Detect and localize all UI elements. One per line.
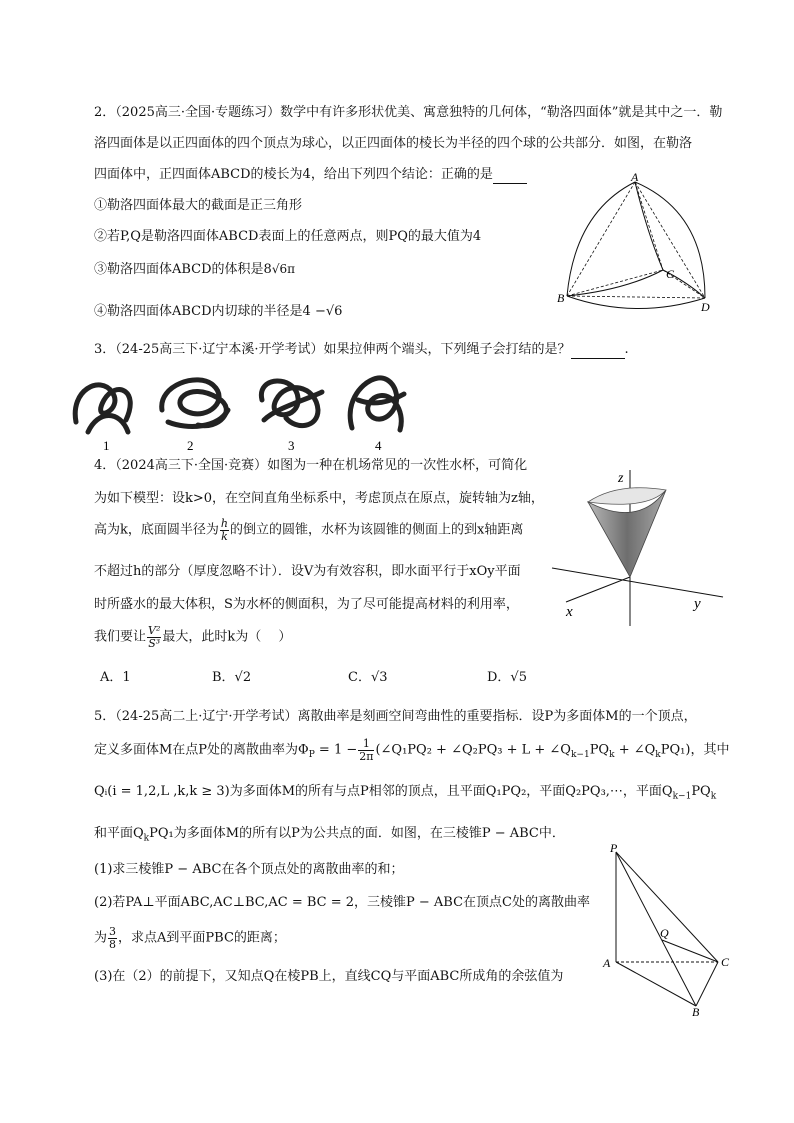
q5-line4-b: PQ₁为多面体M的所有以P为公共点的面．如图，在三棱锥P − ABC中． — [149, 826, 565, 841]
numerator: h — [220, 517, 228, 530]
axis-z-label: z — [618, 471, 624, 486]
answer-blank — [571, 342, 625, 359]
knots-figure — [70, 370, 420, 452]
q4-line4: 不超过h的部分（厚度忽略不计）．设V为有效容积，即水面平行于xOy平面 — [94, 564, 521, 579]
q2-option3 — [94, 262, 295, 278]
subscript: k — [710, 791, 717, 802]
label-c: C — [721, 955, 730, 969]
q4-option-a: A．1 — [100, 670, 131, 685]
q2-line3-text: 四面体中，正四面体ABCD的棱长为4，给出下列四个结论：正确的是 — [94, 167, 493, 182]
q5-line2-b: = 1 − — [314, 742, 358, 758]
subscript: k — [609, 750, 615, 761]
q3-text: 3．（24-25高三下·辽宁本溪·开学考试）如果拉伸两个端头，下列绳子会打结的是？ — [94, 342, 571, 357]
subscript: k−1 — [672, 791, 692, 802]
knot-1 — [75, 385, 130, 432]
denominator: 2π — [359, 749, 374, 763]
axis-y-label: y — [694, 596, 701, 612]
knot-label-3: 3 — [288, 438, 295, 452]
q4-line1: 4．（2024高三下·全国·竞赛）如图为一种在机场常见的一次性水杯，可简化 — [94, 458, 528, 473]
knot-label-2: 2 — [187, 438, 194, 452]
fraction-v2-over-s3 — [147, 625, 161, 649]
subscript: k — [143, 833, 150, 844]
q4-line2: 为如下模型：设k>0，在空间直角坐标系中，考虑顶点在原点，旋转轴为z轴， — [94, 491, 544, 506]
fraction-1-over-2pi — [358, 738, 374, 762]
q5-part2-b-b: ，求点A到平面PBC的距离； — [118, 930, 286, 946]
numerator: V² — [148, 624, 161, 637]
label-b: B — [692, 1005, 700, 1018]
knot-2 — [162, 380, 228, 427]
q5-line2-e: PQ — [589, 742, 610, 758]
q5-part2-b-a: 为 — [94, 930, 108, 946]
q2-option1: ①勒洛四面体最大的截面是正三角形 — [94, 198, 303, 213]
denominator: 8 — [109, 937, 117, 951]
q4-line3 — [94, 518, 523, 542]
fraction-h-over-k — [220, 518, 229, 542]
knot-4 — [350, 378, 404, 430]
numerator: 1 — [358, 738, 374, 751]
answer-blank — [493, 167, 527, 184]
q5-line3-end: PQ — [691, 784, 711, 799]
subscript: P — [308, 750, 315, 761]
q4-line3-b: 的倒立的圆锥，水杯为该圆锥的侧面上的到x轴距离 — [229, 522, 524, 538]
q5-part3: (3)在（2）的前提下，又知点Q在棱PB上，直线CQ与平面ABC所成角的余弦值为 — [94, 969, 564, 984]
q5-line2 — [94, 738, 729, 762]
q5-line4 — [94, 826, 565, 844]
q4-option-c: C．√3 — [348, 670, 388, 685]
label-a: A — [603, 956, 611, 970]
q5-line3-text: Qᵢ(i = 1,2,L ,k,k ≥ 3)为多面体M的所有与点P相邻的顶点，且平面Q₁PQ₂，平面Q₂PQ₃,⋯，平面Q — [94, 784, 673, 799]
q5-line3 — [94, 784, 716, 802]
knot-3 — [261, 381, 322, 426]
fraction-3-over-8 — [108, 926, 117, 950]
q2-option4-text: ④勒洛四面体ABCD内切球的半径是4 − — [94, 304, 326, 319]
label-a: A — [631, 172, 639, 184]
q5-line2-g: + ∠Q — [614, 742, 656, 758]
numerator: 3 — [109, 925, 117, 938]
label-d: D — [701, 300, 710, 312]
q5-line1: 5．（24-25高二上·辽宁·开学考试）离散曲率是刻画空间弯曲性的重要指标．设P为多面体M的一个顶点， — [94, 709, 697, 724]
q4-option-d: D．√5 — [487, 670, 527, 685]
knot-label-1: 1 — [103, 438, 110, 452]
q5-line2-a: 定义多面体M在点P处的离散曲率为Φ — [94, 742, 309, 758]
label-c: C — [666, 267, 675, 281]
q3-line1 — [94, 342, 629, 359]
label-b: B — [557, 291, 565, 305]
subscript: k — [655, 750, 661, 761]
knot-label-4: 4 — [375, 438, 382, 452]
pyramid-pabc-figure — [600, 842, 740, 1018]
label-q: Q — [660, 926, 669, 940]
cone-cup-figure — [548, 462, 728, 630]
axis-x-label: x — [566, 604, 573, 620]
q5-line2-i: PQ₁)，其中 — [660, 742, 730, 758]
q2-option2: ②若P,Q是勒洛四面体ABCD表面上的任意两点，则PQ的最大值为4 — [94, 229, 482, 244]
q4-line6-b: 最大，此时k为（ ） — [162, 629, 292, 645]
subscript: k−1 — [570, 750, 590, 761]
q5-line4-a: 和平面Q — [94, 826, 144, 841]
q2-option4 — [94, 304, 342, 320]
q4-option-b: B．√2 — [212, 670, 252, 685]
q4-line5: 时所盛水的最大体积，S为水杯的侧面积，为了尽可能提高材料的利用率， — [94, 597, 519, 612]
q4-line6 — [94, 625, 291, 649]
q2-line1: 2．（2025高三·全国·专题练习）数学中有许多形状优美、寓意独特的几何体，“勒洛四面体”就是其中之一．勒 — [94, 105, 723, 120]
q5-part1: (1)求三棱锥P − ABC在各个顶点处的离散曲率的和； — [94, 862, 404, 877]
q4-line3-a: 高为k，底面圆半径为 — [94, 522, 219, 538]
q2-option3-text: ③勒洛四面体ABCD的体积是8 — [94, 262, 272, 277]
q2-line2: 洛四面体是以正四面体的四个顶点为球心，以正四面体的棱长为半径的四个球的公共部分．如图，在勒洛 — [94, 136, 693, 151]
q2-option3-value: √6π — [271, 262, 295, 276]
denominator: S³ — [148, 636, 161, 650]
q2-option4-value: √6 — [325, 304, 343, 319]
q5-line2-c: (∠Q₁PQ₂ + ∠Q₂PQ₃ + L + ∠Q — [375, 742, 571, 758]
reuleaux-tetrahedron-figure — [555, 172, 715, 312]
q3-end: . — [624, 342, 629, 357]
q5-part2: (2)若PA⊥平面ABC,AC⊥BC,AC = BC = 2，三棱锥P − ABC在顶点C处的离散曲率 — [94, 895, 590, 910]
label-p: P — [610, 842, 618, 855]
q2-line3 — [94, 167, 527, 184]
denominator: k — [221, 529, 228, 543]
q4-line6-a: 我们要让 — [94, 629, 147, 645]
q5-part2-b — [94, 926, 286, 950]
